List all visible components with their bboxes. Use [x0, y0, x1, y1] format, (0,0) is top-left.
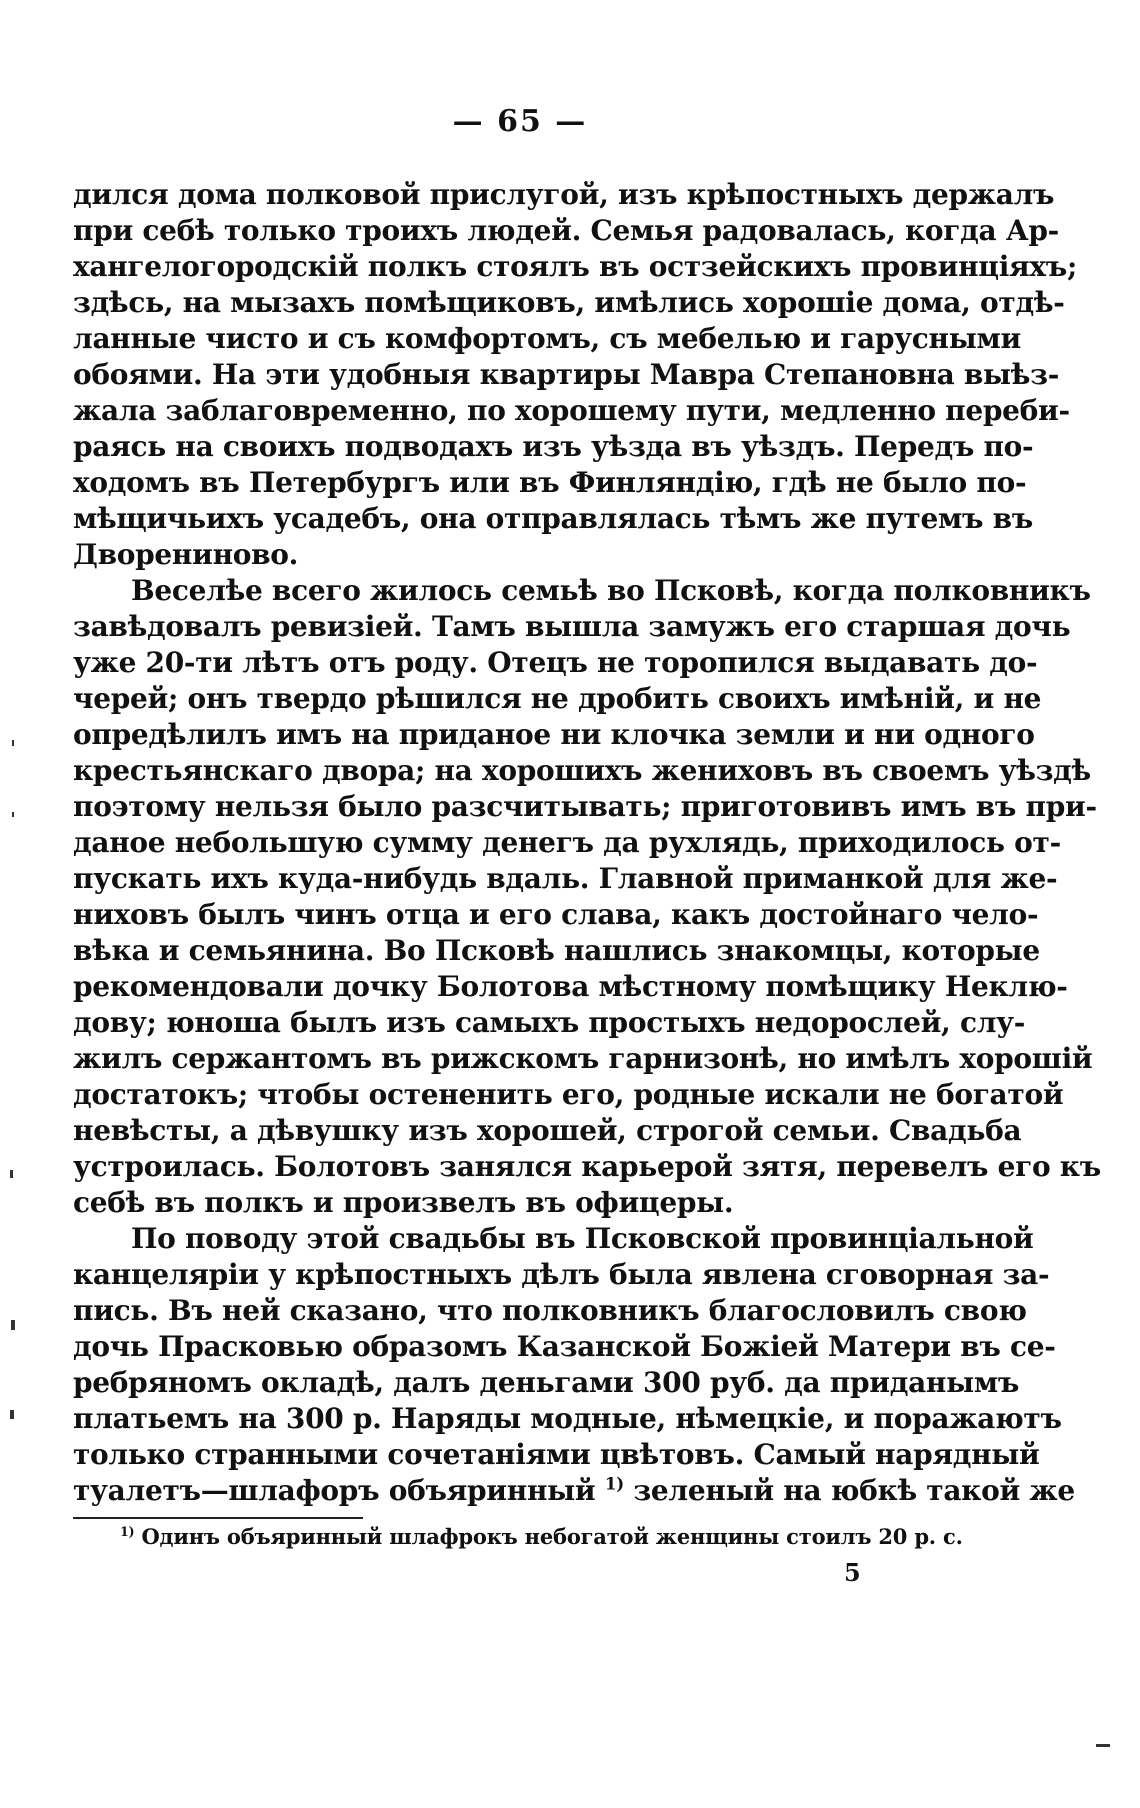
footnote-text: Одинъ объяринный шлафрокъ небогатой женщины стоилъ 20 р. с.: [141, 1524, 963, 1549]
footnote: [120, 1522, 963, 1552]
page-number-header: — 65 —: [452, 104, 588, 139]
text-line: Веселѣе всего жилось семьѣ во Псковѣ, когда полковникъ: [131, 574, 1091, 607]
line-text: туалетъ—шлафоръ объяринный: [73, 1474, 596, 1507]
text-line: платьемъ на 300 р. Наряды модные, нѣмецкіе, и поражаютъ: [73, 1402, 1062, 1435]
text-line: ланные чисто и съ комфортомъ, съ мебелью и гарусными: [73, 322, 1021, 355]
text-line: ниховъ былъ чинъ отца и его слава, какъ достойнаго чело-: [73, 898, 1039, 931]
text-line: По поводу этой свадьбы въ Псковской провинціальной: [131, 1222, 1034, 1255]
text-line: жала заблаговременно, по хорошему пути, медленно переби-: [73, 394, 1070, 427]
text-line: канцеляріи у крѣпостныхъ дѣлъ была явлена сговорная за-: [73, 1258, 1050, 1291]
text-line: устроилась. Болотовъ занялся карьерой зятя, перевелъ его къ: [73, 1150, 1101, 1183]
text-line: дился дома полковой прислугой, изъ крѣпостныхъ держалъ: [73, 178, 1055, 211]
text-line: черей; онъ твердо рѣшился не дробить своихъ имѣній, и не: [73, 682, 1042, 715]
text-line: опредѣлилъ имъ на приданое ни клочка земли и ни одного: [73, 718, 1035, 751]
text-line: при себѣ только троихъ людей. Семья радовалась, когда Ар-: [73, 214, 1059, 247]
text-line: раясь на своихъ подводахъ изъ уѣзда въ уѣздъ. Передъ по-: [73, 430, 1034, 463]
line-text: зеленый на юбкѣ такой же: [633, 1474, 1075, 1507]
text-line: рекомендовали дочку Болотова мѣстному помѣщику Неклю-: [73, 970, 1068, 1003]
text-line: уже 20-ти лѣтъ отъ роду. Отецъ не торопился выдавать до-: [73, 646, 1038, 679]
text-line: дову; юноша былъ изъ самыхъ простыхъ недорослей, слу-: [73, 1006, 1026, 1039]
text-line: ребряномъ окладѣ, далъ деньгами 300 руб. да приданымъ: [73, 1366, 1020, 1399]
text-line: хангелогородскій полкъ стоялъ въ остзейскихъ провинціяхъ;: [73, 250, 1078, 283]
footnote-divider: [73, 1517, 363, 1519]
text-line-with-footnote-ref: [73, 1473, 1075, 1509]
paragraphs: [73, 177, 1101, 1473]
text-line: мѣщичьихъ усадебъ, она отправлялась тѣмъ же путемъ въ: [73, 502, 1033, 535]
text-line: крестьянскаго двора; на хорошихъ жениховъ въ своемъ уѣздѣ: [73, 754, 1091, 787]
text-line: вѣка и семьянина. Во Псковѣ нашлись знакомцы, которые: [73, 934, 1040, 967]
text-line: себѣ въ полкъ и произвелъ въ офицеры.: [73, 1186, 734, 1219]
text-line: обоями. На эти удобныя квартиры Мавра Степановна выѣз-: [73, 358, 1060, 391]
scan-speck: [10, 1170, 13, 1178]
text-line: поэтому нельзя было разсчитывать; приготовивъ имъ въ при-: [73, 790, 1097, 823]
body-text: [73, 177, 1101, 1509]
text-line: завѣдовалъ ревизіей. Тамъ вышла замужъ его старшая дочь: [73, 610, 1071, 643]
text-line: даное небольшую сумму денегъ да рухлядь, приходилось от-: [73, 826, 1061, 859]
scan-speck: [1096, 1744, 1110, 1747]
text-line: Дворениново.: [73, 538, 299, 571]
text-line: пускать ихъ куда-нибудь вдаль. Главной приманкой для же-: [73, 862, 1058, 895]
text-line: жилъ сержантомъ въ рижскомъ гарнизонѣ, но имѣлъ хорошій: [73, 1042, 1093, 1075]
text-line: дочь Прасковью образомъ Казанской Божіей Матери въ се-: [73, 1330, 1056, 1363]
footnote-marker: 1): [120, 1524, 135, 1539]
text-line: ходомъ въ Петербургъ или въ Финляндію, гдѣ не было по-: [73, 466, 1027, 499]
scan-speck: [12, 812, 14, 817]
scan-speck: [10, 1410, 14, 1419]
scan-speck: [11, 1320, 15, 1330]
text-line: невѣсты, а дѣвушку изъ хорошей, строгой семьи. Свадьба: [73, 1114, 1022, 1147]
text-line: здѣсь, на мызахъ помѣщиковъ, имѣлись хорошіе дома, отдѣ-: [73, 286, 1065, 319]
scan-speck: [12, 740, 14, 746]
text-line: только странными сочетаніями цвѣтовъ. Самый нарядный: [73, 1438, 1040, 1471]
footnote-reference: 1): [604, 1473, 624, 1494]
signature-mark: 5: [844, 1558, 861, 1587]
text-line: достатокъ; чтобы остененить его, родные искали не богатой: [73, 1078, 1064, 1111]
text-line: пись. Въ ней сказано, что полковникъ благословилъ свою: [73, 1294, 1027, 1327]
